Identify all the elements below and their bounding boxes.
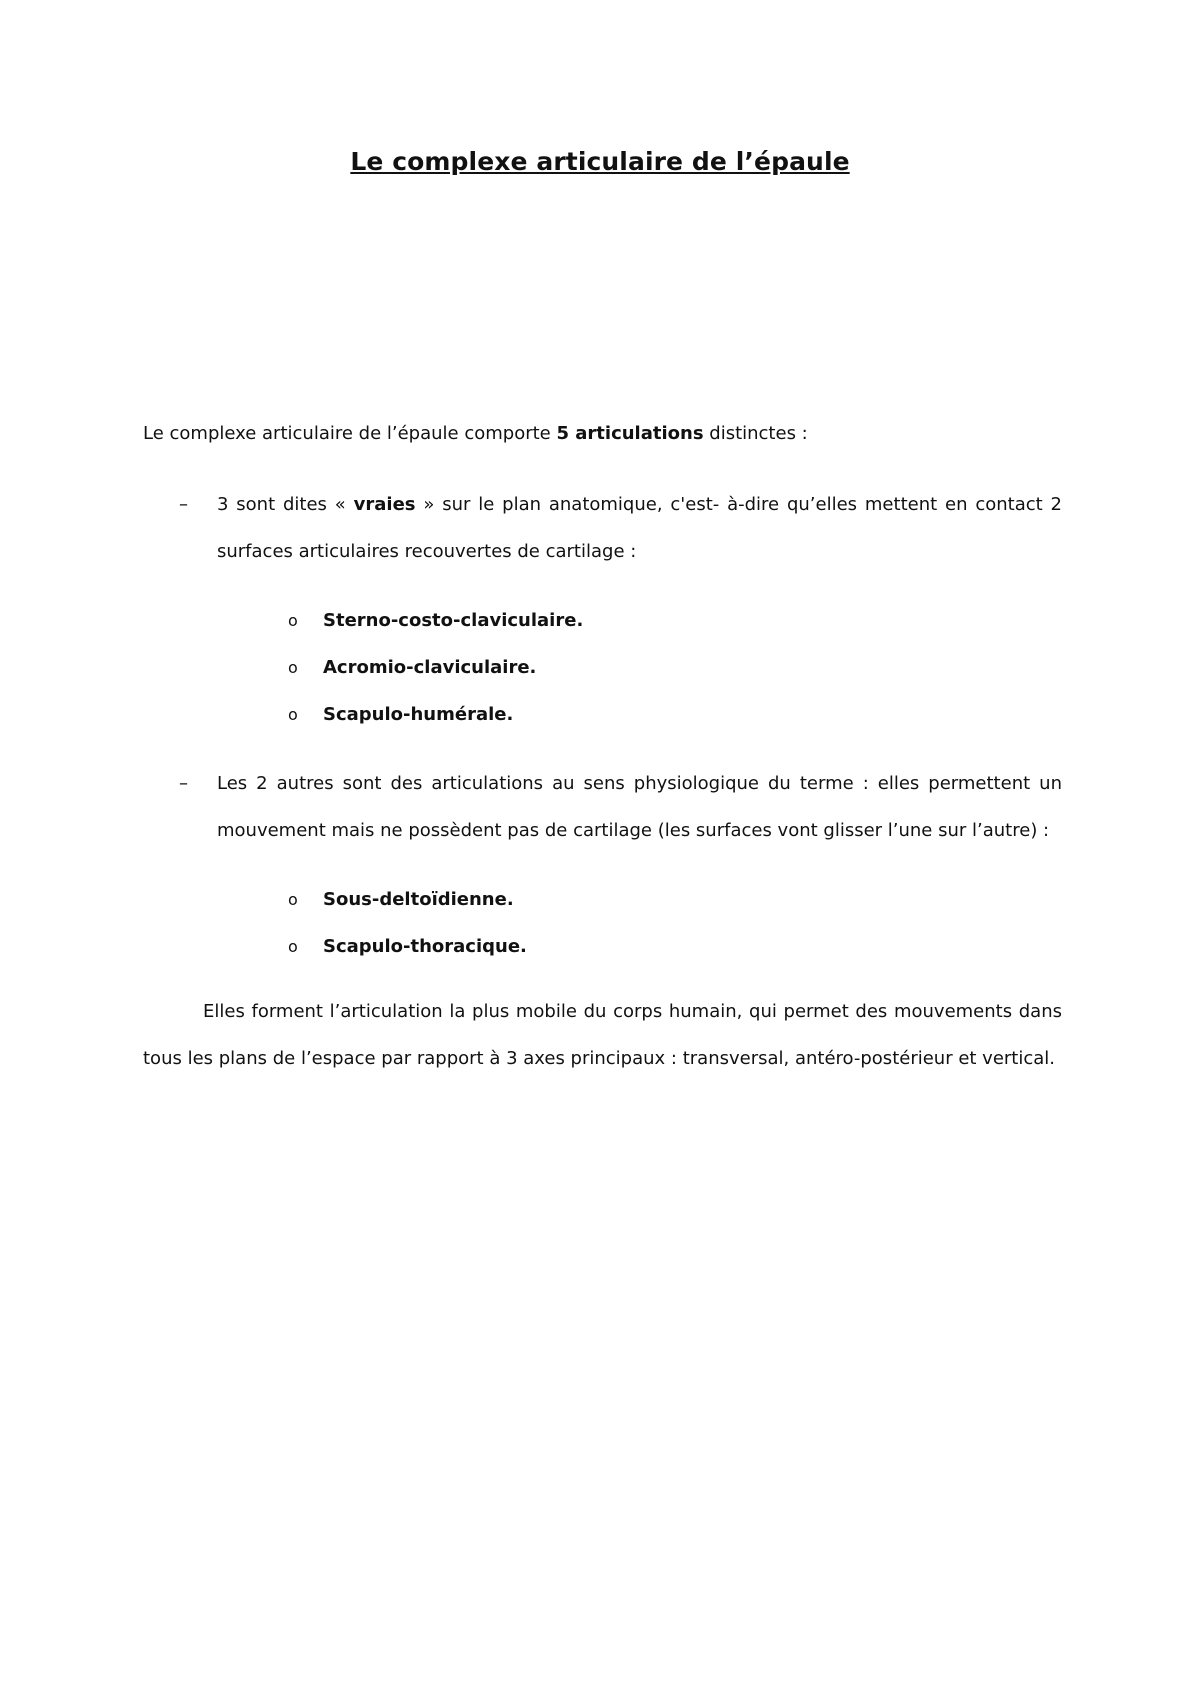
intro-text-after: distinctes : [703, 423, 808, 444]
list-item-label: Sous-deltoïdienne. [323, 889, 514, 910]
dash-bullet: – [179, 494, 188, 515]
list-item [143, 923, 1062, 970]
intro-paragraph [143, 410, 1062, 457]
circle-bullet-icon: o [288, 937, 298, 956]
circle-bullet-icon: o [288, 611, 298, 630]
section1-text-before: 3 sont dites « [217, 494, 354, 515]
list-item [143, 644, 1062, 691]
dash-bullet: – [179, 773, 188, 794]
circle-bullet-icon: o [288, 890, 298, 909]
list-item-label: Scapulo-humérale. [323, 704, 514, 725]
list-item-label: Scapulo-thoracique. [323, 936, 527, 957]
circle-bullet-icon: o [288, 705, 298, 724]
intro-bold-count: 5 articulations [556, 423, 704, 444]
section1-text-after: » sur le plan anatomique, c'est- à-dire qu’elles mettent en contact 2 surfaces articulaires recouvertes de cartilage : [217, 494, 1062, 562]
intro-text-before: Le complexe articulaire de l’épaule comporte [143, 423, 557, 444]
closing-paragraph: Elles forment l’articulation la plus mobile du corps humain, qui permet des mouvements dans tous les plans de l’espace par rapport à 3 axes principaux : transversal, antéro-postérieur et vertical. [143, 1001, 1062, 1069]
document-body [143, 410, 1062, 1082]
bullet-true-joints [143, 481, 1062, 575]
bullet-physiological-joints [143, 760, 1062, 854]
true-joints-list [143, 597, 1062, 738]
section1-bold-term: vraies [353, 494, 416, 515]
list-item [143, 876, 1062, 923]
circle-bullet-icon: o [288, 658, 298, 677]
page-title: Le complexe articulaire de l’épaule [350, 147, 850, 176]
list-item [143, 691, 1062, 738]
list-item [143, 597, 1062, 644]
list-item-label: Acromio-claviculaire. [323, 657, 537, 678]
list-item-label: Sterno-costo-claviculaire. [323, 610, 584, 631]
section2-text: Les 2 autres sont des articulations au sens physiologique du terme : elles permettent un mouvement mais ne possèdent pas de cartilage (les surfaces vont glisser l’une sur l’autre) : [217, 773, 1062, 841]
physiological-joints-list [143, 876, 1062, 970]
